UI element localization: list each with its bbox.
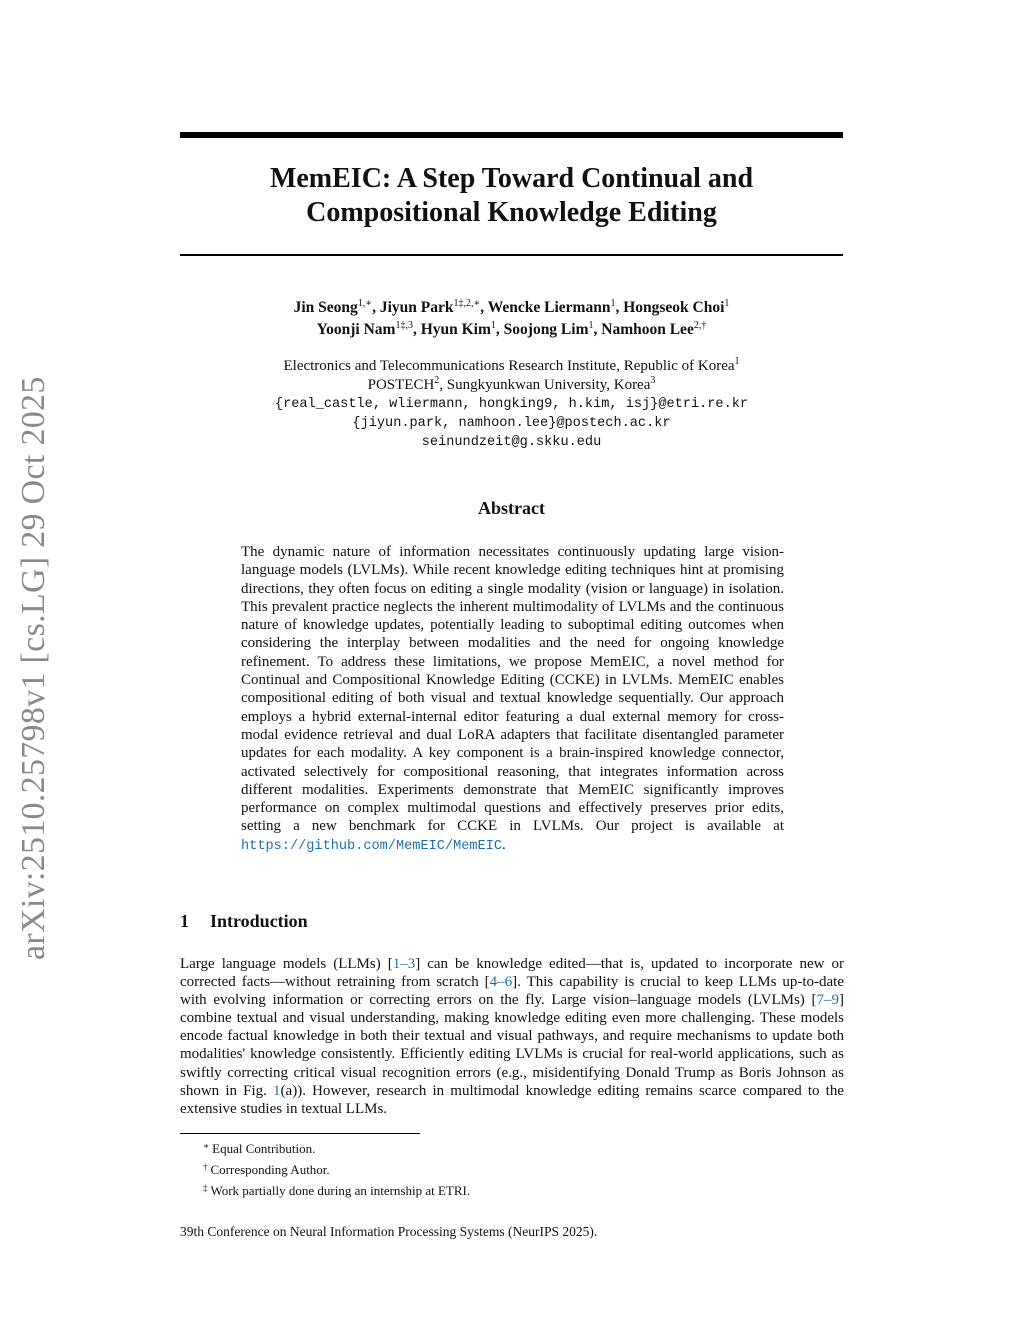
author-affil-mark: 1 <box>588 320 594 331</box>
abstract-text: The dynamic nature of information necessitates continuously updating large vision-language models (LVLMs). While recent knowledge editing techniques hint at promising directions, they often focus on editing a single modality (vision or language) in isolation. This prevalent practice neglects the inherent multimodality of LVLMs and the continuous nature of knowledge updates, potentially leading to suboptimal editing outcomes when considering the interplay between modalities and the need for ongoing knowledge refinement. To address these limitations, we propose MemEIC, a novel method for Continual and Compositional Knowledge Editing (CCKE) in LVLMs. MemEIC enables compositional editing of both visual and textual knowledge sequentially. Our approach employs a hybrid external-internal editor featuring a dual external memory for cross-modal evidence retrieval and dual LoRA adapters that facilitate disentangled parameter updates for each modality. A key component is a brain-inspired knowledge connector, activated selectively for compositional reasoning, that integrates information across different modalities. Experiments demonstrate that MemEIC significantly improves performance on complex multimodal questions and effectively preserves prior edits, setting a new benchmark for CCKE in LVLMs. Our project is available at <box>241 544 784 835</box>
citation-link[interactable]: 1–3 <box>392 956 416 972</box>
intro-text: Large language models (LLMs) [ <box>180 956 393 972</box>
footnote-mark: ‡ <box>203 1183 208 1194</box>
title-top-rule <box>180 132 843 138</box>
footnote-text: Corresponding Author. <box>210 1162 330 1178</box>
author-name: Namhoon Lee <box>601 321 694 338</box>
author-name: Hongseok Choi <box>623 299 725 316</box>
author-affil-mark: 1‡,2,∗ <box>453 298 481 309</box>
footnote-text: Work partially done during an internship at ETRI. <box>210 1183 471 1199</box>
footnote <box>203 1179 470 1200</box>
author-name: Hyun Kim <box>420 321 491 338</box>
author-name: Jiyun Park <box>379 299 454 316</box>
citation-link[interactable]: 7–9 <box>816 992 839 1009</box>
citation-link[interactable]: 4–6 <box>489 974 513 991</box>
affiliation-mark: 3 <box>650 375 656 386</box>
author-name: Yoonji Nam <box>316 321 396 338</box>
email-skku: seinundzeit@g.skku.edu <box>421 435 602 450</box>
footnote <box>203 1137 470 1158</box>
footnotes <box>203 1137 470 1201</box>
intro-text: ] can be knowledge edited—that is, updated to incorporate new or corrected facts—without retraining from scratch [ <box>180 956 844 991</box>
project-link[interactable]: https://github.com/MemEIC/MemEIC <box>241 838 503 854</box>
introduction-paragraph <box>180 955 844 1118</box>
author-affil-mark: 1 <box>724 298 730 309</box>
affiliation-mark: 1 <box>734 356 740 367</box>
abstract-body <box>241 543 784 856</box>
author-affil-mark: 1 <box>610 298 616 309</box>
figure-link[interactable]: 1 <box>273 1082 281 1099</box>
footnote-text: Equal Contribution. <box>212 1141 316 1156</box>
section-heading-introduction <box>180 911 308 932</box>
arxiv-identifier: arXiv:2510.25798v1 [cs.LG] 29 Oct 2025 <box>15 376 52 960</box>
abstract-end: . <box>502 836 506 853</box>
author-line-1: Jin Seong$^{1,∗}$, Jiyun Park$^{1\ddagger,2,∗}$, Wencke Liermann$^1$, Hongseok Choi$^1$ <box>293 298 730 316</box>
author-line-2: Yoonji Nam$^{1\ddagger,3}$, Hyun Kim$^1$, Soojong Lim$^1$, Namhoon Lee$^{2,\dagger}$ <box>316 320 707 338</box>
affiliations <box>180 357 843 452</box>
title-line-2: Compositional Knowledge Editing <box>306 197 717 228</box>
intro-text: (a)). However, research in multimodal knowledge editing remains scarce compared to the extensive studies in textual LLMs. <box>180 1082 844 1117</box>
footnote-mark: † <box>203 1162 208 1173</box>
affiliation-postech-skku <box>180 376 843 395</box>
footnote <box>203 1158 470 1179</box>
paper-title <box>180 162 843 230</box>
author-name: Jin Seong <box>293 299 358 316</box>
email-etri: {real_castle, wliermann, hongking9, h.kim, isj}@etri.re.kr <box>274 397 749 412</box>
title-bottom-rule <box>180 254 843 256</box>
conference-footer: 39th Conference on Neural Information Processing Systems (NeurIPS 2025). <box>180 1224 598 1239</box>
author-name: Wencke Liermann <box>487 299 611 316</box>
affiliation-skku-text: , Sungkyunkwan University, Korea <box>439 377 651 393</box>
section-title: Introduction <box>210 911 308 931</box>
affiliation-etri-text: Electronics and Telecommunications Research Institute, Republic of Korea <box>283 358 735 374</box>
author-affil-mark: 1‡,3 <box>395 320 413 331</box>
affiliation-postech-text: POSTECH <box>367 377 435 393</box>
author-affil-mark: 1,∗ <box>357 298 373 309</box>
affiliation-mark: 2 <box>434 375 440 386</box>
section-number: 1 <box>180 911 189 931</box>
footnote-mark: ∗ <box>203 1141 210 1151</box>
affiliation-etri <box>180 357 843 376</box>
author-list <box>180 297 843 341</box>
author-affil-mark: 1 <box>490 320 496 331</box>
author-name: Soojong Lim <box>503 321 589 338</box>
intro-text: ] combine textual and visual understanding, making knowledge editing even more challenging. These models encode factual knowledge in both their textual and visual pathways, and require mechanisms to update both modalities' knowledge consistently. Efficiently editing LVLMs is crucial for real-world applications, such as swiftly correcting critical visual recognition errors (e.g., misidentifying Donald Trump as Boris Johnson as shown in Fig. <box>180 992 844 1099</box>
footnote-rule <box>180 1133 420 1134</box>
author-affil-mark: 2,† <box>693 320 707 331</box>
abstract-heading: Abstract <box>478 498 545 518</box>
email-postech: {jiyun.park, namhoon.lee}@postech.ac.kr <box>352 416 671 431</box>
intro-text: ]. This capability is crucial to keep LLMs up-to-date with evolving information or correcting errors on the fly. Large vision–language models (LVLMs) [ <box>180 974 845 1009</box>
title-line-1: MemEIC: A Step Toward Continual and <box>269 163 754 194</box>
